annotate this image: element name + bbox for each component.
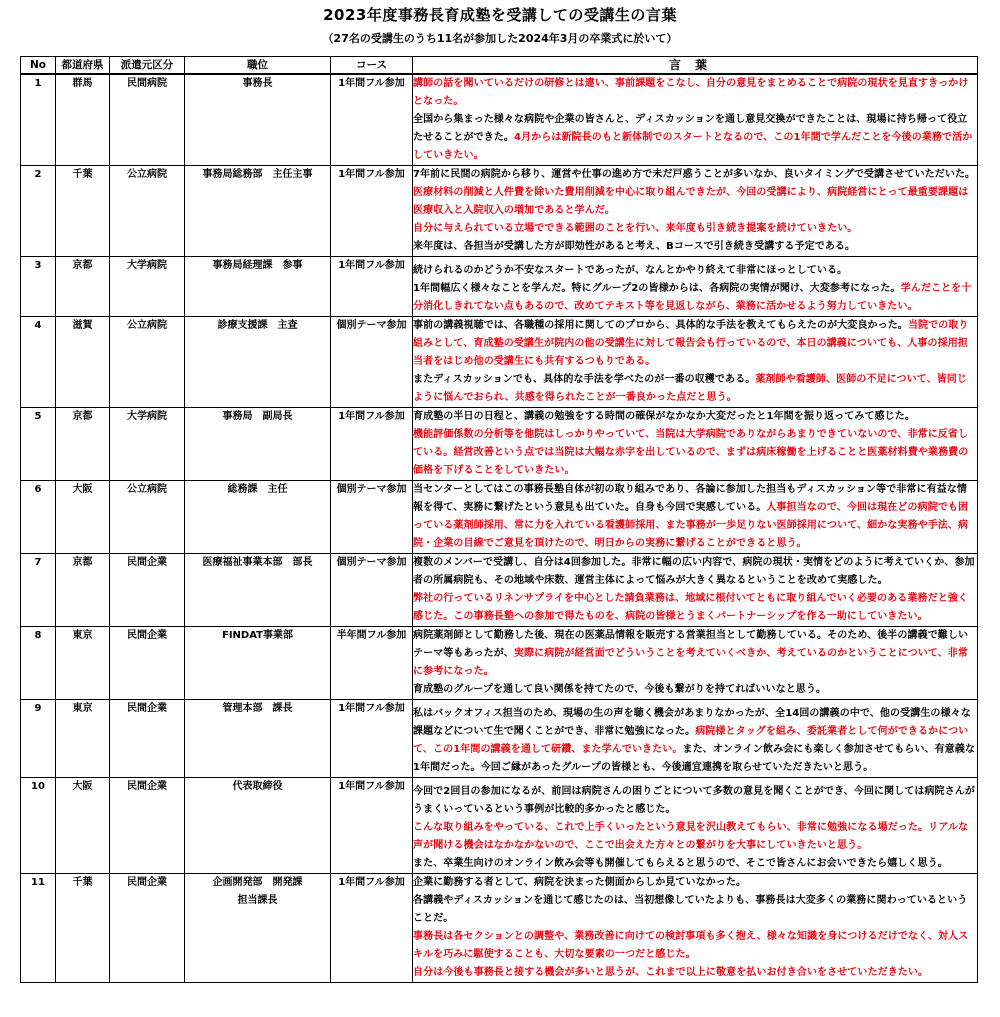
table-row	[21, 257, 978, 317]
row-position: 事務長	[185, 74, 331, 166]
comment-paragraph	[413, 426, 977, 480]
comment-paragraph	[413, 554, 977, 590]
row-prefecture: 東京	[56, 700, 110, 778]
row-comment	[413, 481, 978, 554]
table-row	[21, 408, 978, 481]
row-dispatch-type: 民間企業	[110, 627, 185, 700]
highlighted-comment-text: こんな取り組みをやっている、これで上手くいったという意見を沢山教えてもらい、非常に勉強になる場だった。リアルな声が聞ける機会はなかなかないので、ここで出会えた方々との繋がりを大事にしていきたいと思う。	[413, 822, 969, 851]
row-prefecture: 大阪	[56, 778, 110, 874]
table-row	[21, 317, 978, 408]
comment-text: 事前の講義視聴では、各職種の採用に関してのプロから、具体的な手法を教えてもらえたのが大変良かった。	[413, 320, 908, 331]
comment-paragraph	[413, 681, 977, 699]
row-prefecture: 京都	[56, 554, 110, 627]
row-course: 個別テーマ参加	[331, 481, 413, 554]
row-position: 事務局経理課 参事	[185, 257, 331, 317]
comment-text: 企業に勤務する者として、病院を決まった側面からしか見ていなかった。	[413, 877, 747, 888]
comment-paragraph	[413, 705, 977, 777]
comment-text: 複数のメンバーで受講し、自分は4回参加した。非常に幅の広い内容で、病院の現状・実情をどのように考えていくか、参加者の所属病院も、その地域や床数、運営主体によって悩みが大きく異なるということを改めて実感した。	[413, 557, 975, 586]
comment-paragraph	[413, 220, 977, 238]
row-course: 1年間フル参加	[331, 74, 413, 166]
row-prefecture: 千葉	[56, 874, 110, 983]
row-prefecture: 京都	[56, 257, 110, 317]
comment-text: 1年間幅広く様々なことを学んだ。特にグループ2の皆様からは、各病院の実情が聞け、大変参考になった。	[413, 283, 901, 294]
row-prefecture: 滋賀	[56, 317, 110, 408]
comment-paragraph	[413, 75, 977, 111]
row-number: 10	[21, 778, 56, 874]
row-comment	[413, 874, 978, 983]
page-title: 2023年度事務長育成塾を受講しての受講生の言葉	[323, 6, 677, 24]
comment-text: 7年前に民間の病院から移り、運営や仕事の進め方で未だ戸惑うことが多いなか、良いタイミングで受講させていただいた。	[413, 169, 976, 180]
comment-paragraph	[413, 590, 977, 626]
row-dispatch-type: 公立病院	[110, 481, 185, 554]
comment-text: 来年度は、各担当が受講した方が即効性があると考え、Bコースで引き続き受講する予定である。	[413, 241, 856, 252]
row-course: 1年間フル参加	[331, 166, 413, 257]
comment-text: またディスカッションでも、具体的な手法を学べたのが一番の収穫である。	[413, 374, 756, 385]
row-dispatch-type: 民間企業	[110, 554, 185, 627]
table-row	[21, 778, 978, 874]
comment-text: 全国から集まった様々な病院や企業の皆さんと、ディスカッションを通し意見交換ができたことは、現場に持ち帰って役立たせることができた。	[413, 114, 968, 143]
row-course: 個別テーマ参加	[331, 554, 413, 627]
row-dispatch-type: 公立病院	[110, 317, 185, 408]
row-course: 個別テーマ参加	[331, 317, 413, 408]
header-dispatch-type: 派遣元区分	[110, 57, 185, 75]
table-row	[21, 700, 978, 778]
row-course: 半年間フル参加	[331, 627, 413, 700]
comment-text: 病院薬剤師として勤務した後、現在の医薬品情報を販売する営業担当として勤務している。そのため、後半の講義で難しいテーマ等もあったが、	[413, 630, 969, 659]
highlighted-comment-text: 4月からは新院長のもと新体制でのスタートとなるので、この1年間で学んだことを今後の業務で活かしていきたい。	[413, 132, 973, 161]
highlighted-comment-text: 人事担当なので、今回は現在どの病院でも困っている薬剤師採用、常に力を入れている看護師採用、また事務が一歩足りない医師採用について、細かな実務や手法、病院・企業の目線でご意見を頂けたので、明日からの実務に繋げることができると思う。	[413, 502, 969, 549]
table-row	[21, 481, 978, 554]
row-comment	[413, 700, 978, 778]
row-position: 総務課 主任	[185, 481, 331, 554]
row-position: 代表取締役	[185, 778, 331, 874]
header-course: コース	[331, 57, 413, 75]
comment-text: また、オンライン飲み会にも楽しく参加させてもらい、有意義な1年間だった。今回ご縁があったグループの皆様とも、今後適宜連携を取らせていただきたいと思う。	[413, 744, 976, 773]
comment-paragraph	[413, 964, 977, 982]
row-dispatch-type: 民間企業	[110, 874, 185, 983]
comment-text: また、卒業生向けのオンライン飲み会等も開催してもらえると思うので、そこで皆さんにお会いできたら嬉しく思う。	[413, 858, 948, 869]
comment-paragraph	[413, 238, 977, 256]
highlighted-comment-text: 医療材料の削減と人件費を除いた費用削減を中心に取り組んできたが、今回の受講により、病院経営にとって最重要課題は医療収入と入院収入の増加であると学んだ。	[413, 187, 969, 216]
row-comment	[413, 778, 978, 874]
comment-paragraph	[413, 371, 977, 407]
header-position: 職位	[185, 57, 331, 75]
comment-paragraph	[413, 111, 977, 165]
comment-paragraph	[413, 280, 977, 316]
row-prefecture: 千葉	[56, 166, 110, 257]
row-number: 5	[21, 408, 56, 481]
row-position: 管理本部 課長	[185, 700, 331, 778]
row-course: 1年間フル参加	[331, 257, 413, 317]
highlighted-comment-text: 弊社の行っているリネンサプライを中心とした請負業務は、地域に根付いてともに取り組んでいく必要のある業務だと強く感じた。この事務長塾への参加で得たものを、病院の皆様とうまくパートナーシップを作る一助にしていきたい。	[413, 593, 968, 622]
table-row	[21, 74, 978, 166]
highlighted-comment-text: 薬剤師や看護師、医師の不足について、皆同じように悩んでおられ、共感を得られたことが一番良かった点だと思う。	[413, 374, 968, 403]
header-row	[21, 57, 978, 75]
row-dispatch-type: 大学病院	[110, 257, 185, 317]
highlighted-comment-text: 講師の話を聞いているだけの研修とは違い、事前課題をこなし、自分の意見をまとめることで病院の現状を見直すきっかけとなった。	[413, 78, 969, 107]
comment-text: 続けられるのかどうか不安なスタートであったが、なんとかやり終えて非常にほっとしている。	[413, 265, 848, 276]
row-prefecture: 大阪	[56, 481, 110, 554]
row-position: 事務局 副局長	[185, 408, 331, 481]
highlighted-comment-text: 当院での取り組みとして、育成塾の受講生が院内の他の受講生に対して報告会も行っているので、本日の講義についても、人事の採用担当者をはじめ他の受講生にも共有するつもりである。	[413, 320, 969, 367]
comment-paragraph	[413, 819, 977, 855]
row-number: 7	[21, 554, 56, 627]
row-course: 1年間フル参加	[331, 408, 413, 481]
row-number: 11	[21, 874, 56, 983]
row-position: 医療福祉事業本部 部長	[185, 554, 331, 627]
page-subtitle: （27名の受講生のうち11名が参加した2024年3月の卒業式に於いて）	[322, 32, 678, 45]
row-comment	[413, 627, 978, 700]
row-comment	[413, 257, 978, 317]
row-number: 2	[21, 166, 56, 257]
table-row	[21, 874, 978, 983]
row-dispatch-type: 民間企業	[110, 700, 185, 778]
comment-paragraph	[413, 892, 977, 928]
highlighted-comment-text: 自分は今後も事務長と接する機会が多いと思うが、これまで以上に敬意を払いお付き合いをさせていただきたい。	[413, 967, 929, 978]
comment-text: 育成塾のグループを通して良い関係を持てたので、今後も繋がりを持てればいいなと思う。	[413, 684, 827, 695]
comment-text: 今回で2回目の参加になるが、前回は病院さんの困りごとについて多数の意見を聞くことができ、今回に関しては病院さんがうまくいっているという事例が比較的多かったと感じた。	[413, 786, 975, 815]
highlighted-comment-text: 実際に病院が経営面でどういうことを考えていくべきか、考えているのかということについて、非常に参考になった。	[413, 648, 969, 677]
table-row	[21, 627, 978, 700]
row-number: 4	[21, 317, 56, 408]
row-comment	[413, 408, 978, 481]
row-number: 9	[21, 700, 56, 778]
row-position: 診療支援課 主査	[185, 317, 331, 408]
comment-paragraph	[413, 783, 977, 819]
comment-paragraph	[413, 874, 977, 892]
row-dispatch-type: 民間病院	[110, 74, 185, 166]
row-course: 1年間フル参加	[331, 778, 413, 874]
row-number: 6	[21, 481, 56, 554]
row-number: 3	[21, 257, 56, 317]
comment-text: 私はバックオフィス担当のため、現場の生の声を聴く機会があまりなかったが、全14回の講義の中で、他の受講生の様々な課題などについて生で聞くことができ、非常に勉強になった。	[413, 708, 971, 737]
comment-paragraph	[413, 928, 977, 964]
row-prefecture: 東京	[56, 627, 110, 700]
row-comment	[413, 74, 978, 166]
comment-paragraph	[413, 317, 977, 371]
row-prefecture: 京都	[56, 408, 110, 481]
row-dispatch-type: 大学病院	[110, 408, 185, 481]
row-dispatch-type: 公立病院	[110, 166, 185, 257]
table-row	[21, 554, 978, 627]
comment-text: 当センターとしてはこの事務長塾自体が初の取り組みであり、各論に参加した担当もディスカッション等で非常に有益な情報を得て、実務に繋げたという意見も出ていた。自身も今回で実感している。	[413, 484, 967, 513]
row-comment	[413, 166, 978, 257]
row-number: 8	[21, 627, 56, 700]
highlighted-comment-text: 自分に与えられている立場でできる範囲のことを行い、来年度も引き続き提案を続けていきたい。	[413, 223, 858, 234]
highlighted-comment-text: 学んだことを十分消化しきれてない点もあるので、改めてテキスト等を見返しながら、業務に活かせるよう努力していきたい。	[413, 283, 972, 312]
highlighted-comment-text: 事務長は各セクションとの調整や、業務改善に向けての検討事項も多く抱え、様々な知識を身につけるだけでなく、対人スキルを巧みに駆使することも、大切な要素の一つだと感じた。	[413, 931, 969, 960]
header-prefecture: 都道府県	[56, 57, 110, 75]
comment-paragraph	[413, 262, 977, 280]
comment-paragraph	[413, 481, 977, 553]
row-position: FINDAT事業部	[185, 627, 331, 700]
row-position: 事務局総務部 主任主事	[185, 166, 331, 257]
comment-paragraph	[413, 408, 977, 426]
row-course: 1年間フル参加	[331, 700, 413, 778]
comment-paragraph	[413, 627, 977, 681]
comment-text: 各講義やディスカッションを通じて感じたのは、当初想像していたよりも、事務長は大変多くの業務に関わっているということだ。	[413, 895, 968, 924]
row-dispatch-type: 民間企業	[110, 778, 185, 874]
comment-paragraph	[413, 855, 977, 873]
row-prefecture: 群馬	[56, 74, 110, 166]
highlighted-comment-text: 病院様とタッグを組み、委託業者として何ができるかについて、この1年間の講義を通して研鑽、また学んでいきたい。	[413, 726, 969, 755]
comment-text: 育成塾の半日の日程と、講義の勉強をする時間の確保がなかなか大変だったと1年間を振り返ってみて感じた。	[413, 411, 915, 422]
row-comment	[413, 554, 978, 627]
row-course: 1年間フル参加	[331, 874, 413, 983]
comment-paragraph	[413, 166, 977, 220]
row-position: 企画開発部 開発課 担当課長	[185, 874, 331, 983]
header-comment: 言葉	[413, 57, 978, 75]
row-comment	[413, 317, 978, 408]
header-no: No	[21, 57, 56, 75]
voices-table	[20, 56, 978, 983]
table-row	[21, 166, 978, 257]
row-number: 1	[21, 74, 56, 166]
highlighted-comment-text: 機能評価係数の分析等を他院はしっかりやっていて、当院は大学病院でありながらあまりできていないので、非常に反省している。経営改善という点では当院は大幅な赤字を出しているので、まずは病床稼働を上げることと医薬材料費や業務費の価格を下げることをしていきたい。	[413, 429, 969, 476]
